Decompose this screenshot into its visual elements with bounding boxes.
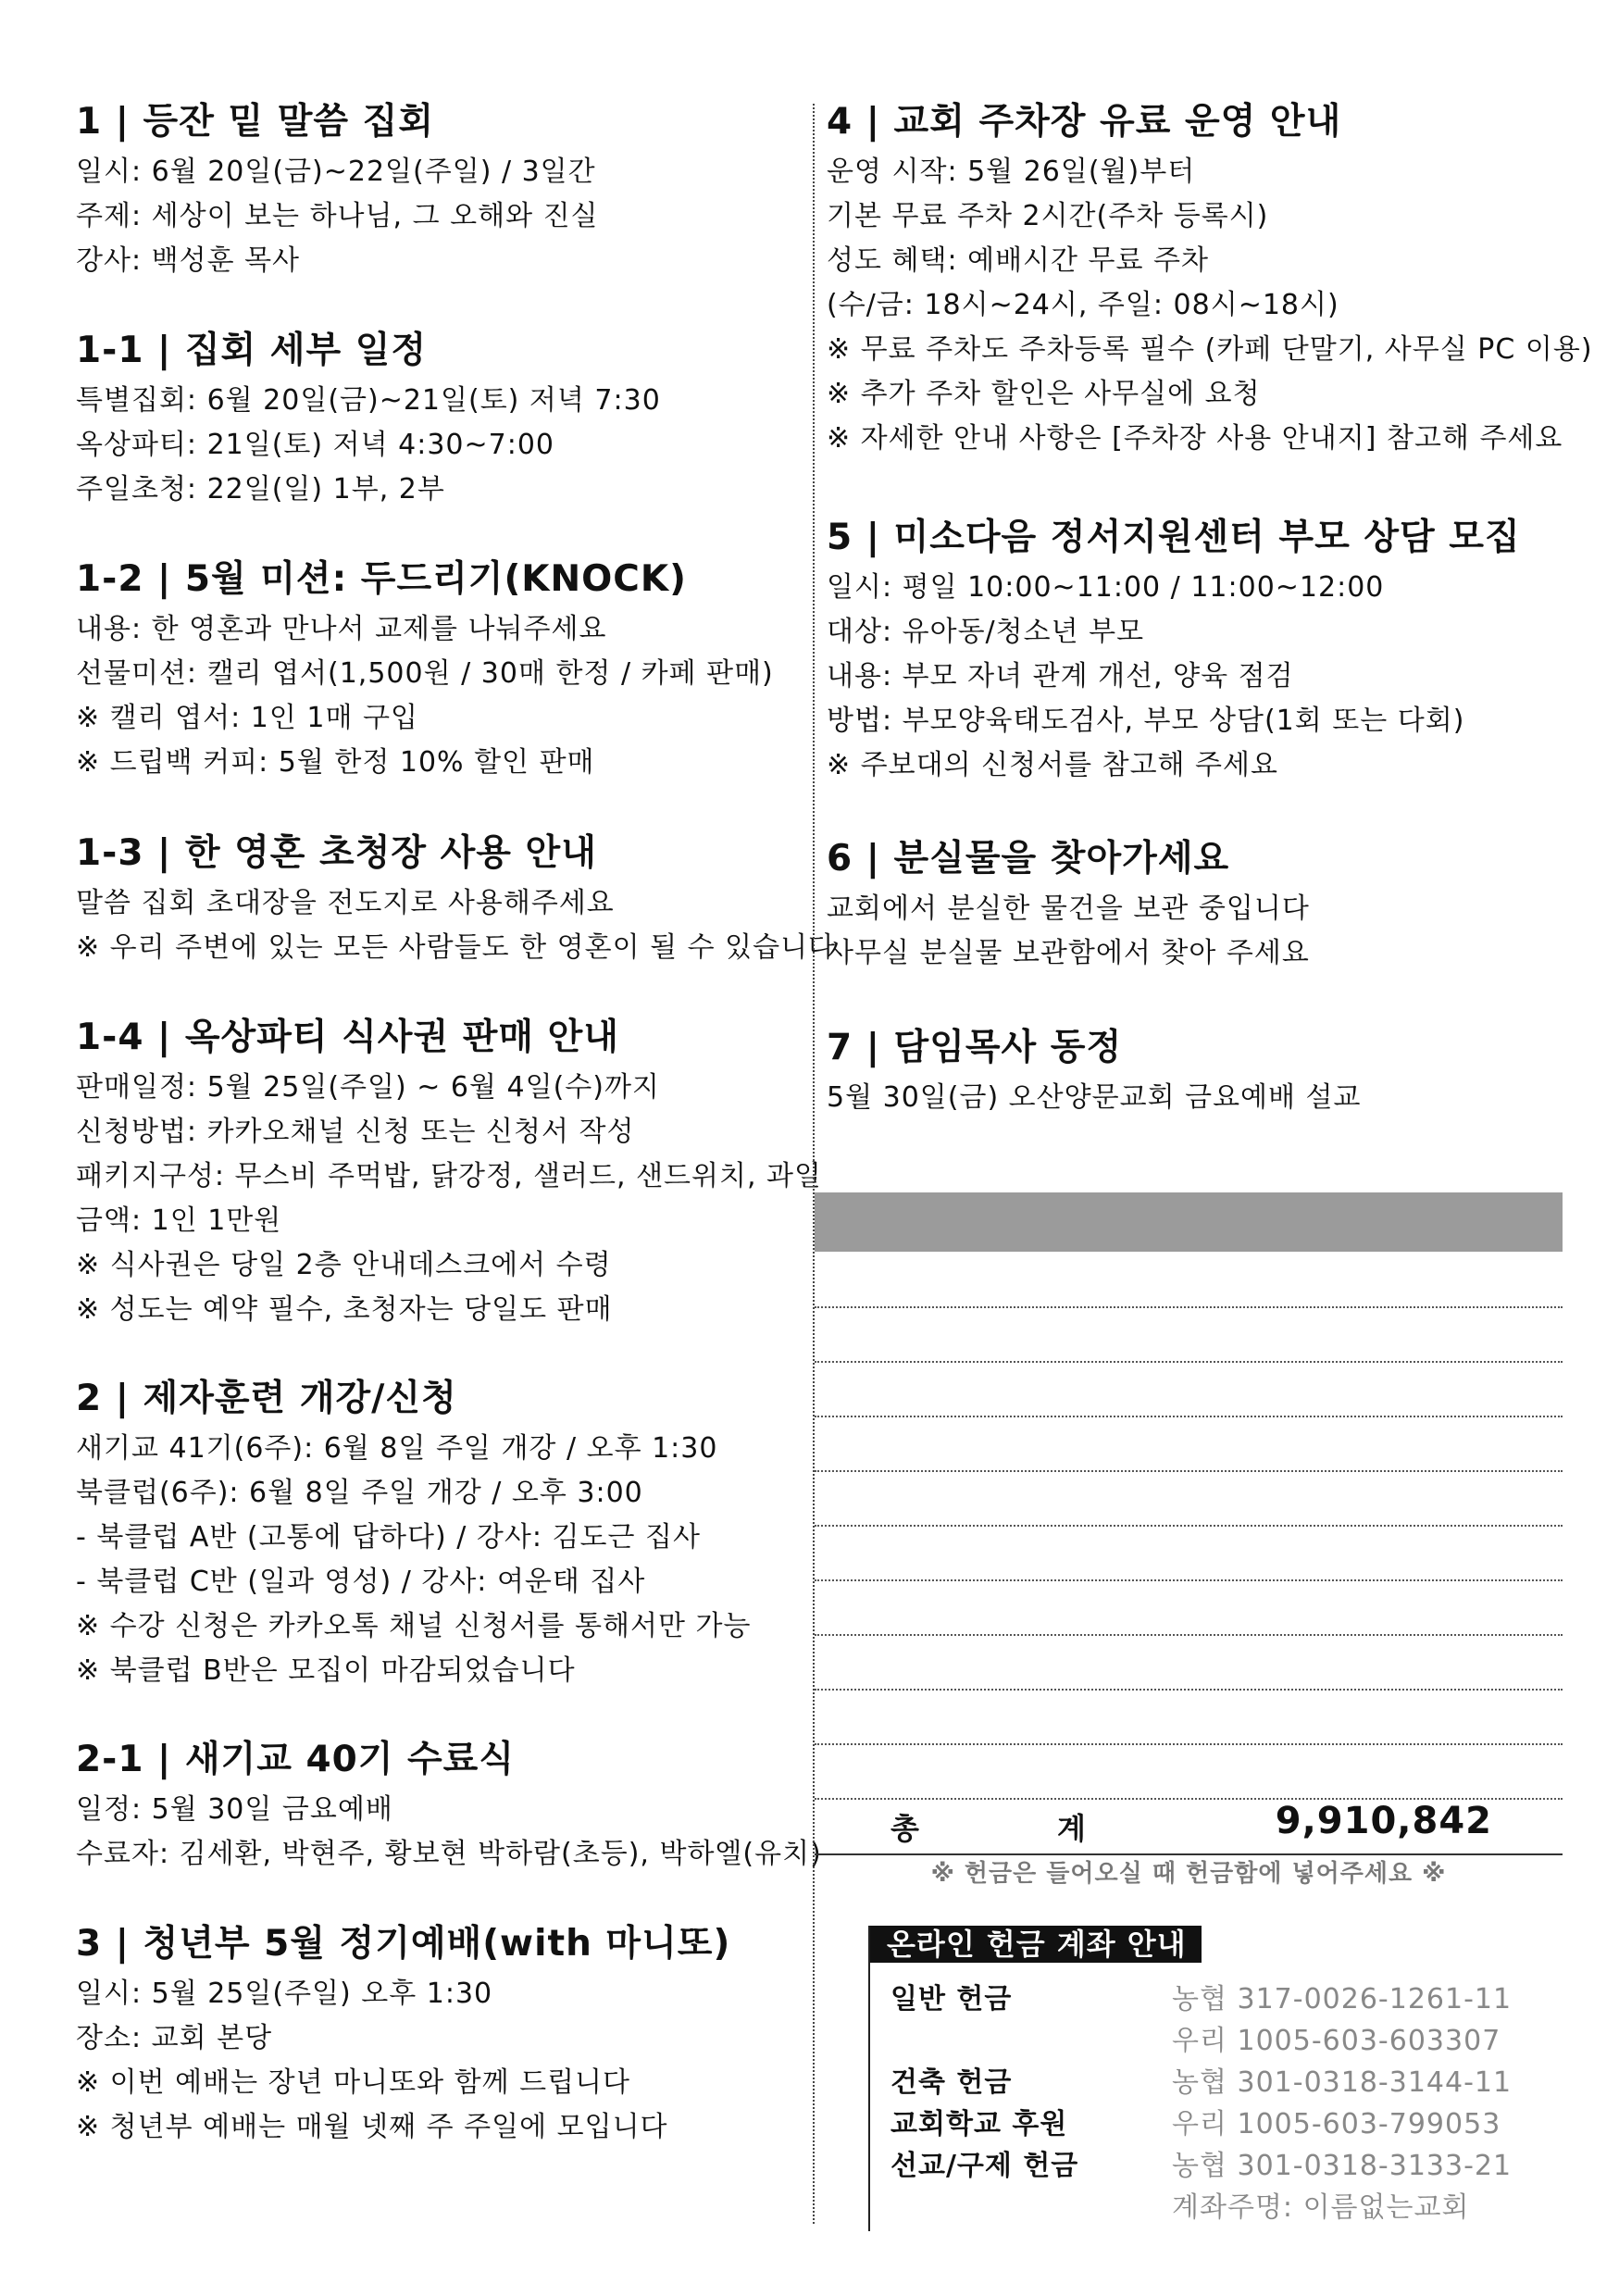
section-line: 패키지구성: 무스비 주먹밥, 닭강정, 샐러드, 샌드위치, 과일 <box>76 1160 823 1192</box>
section-line: 옥상파티: 21일(토) 저녁 4:30~7:00 <box>76 429 555 461</box>
section-title: 5 | 미소다음 정서지원센터 부모 상담 모집 <box>827 517 1521 558</box>
section-line: ※ 무료 주차도 주차등록 필수 (카페 단말기, 사무실 PC 이용) <box>827 333 1593 366</box>
section-line: 5월 30일(금) 오산양문교회 금요예배 설교 <box>827 1081 1362 1114</box>
section-line: 신청방법: 카카오채널 신청 또는 신청서 작성 <box>76 1116 635 1148</box>
section-line: ※ 드립백 커피: 5월 한정 10% 할인 판매 <box>76 746 595 779</box>
section-line: ※ 청년부 예배는 매월 넷째 주 주일에 모입니다 <box>76 2111 668 2143</box>
offering-row-line <box>815 1579 1563 1581</box>
section-2-1 <box>76 1738 822 1877</box>
account-number: 우리 1005-603-603307 <box>1172 2025 1501 2057</box>
section-title: 2 | 제자훈련 개강/신청 <box>76 1378 457 1419</box>
section-line: 내용: 부모 자녀 관계 개선, 양육 점검 <box>827 660 1294 693</box>
online-offering-title: 온라인 헌금 계좌 안내 <box>870 1926 1202 1963</box>
section-line: 강사: 백성훈 목사 <box>76 244 301 277</box>
section-line: 기본 무료 주차 2시간(주차 등록시) <box>827 200 1269 232</box>
section-line: 말씀 집회 초대장을 전도지로 사용해주세요 <box>76 887 615 919</box>
account-number: 농협 301-0318-3133-21 <box>1172 2150 1513 2182</box>
section-line: - 북클럽 C반 (일과 영성) / 강사: 여운태 집사 <box>76 1566 646 1598</box>
section-title: 4 | 교회 주차장 유료 운영 안내 <box>827 101 1342 143</box>
account-label: 건축 헌금 <box>890 2066 1013 2099</box>
account-label: 교회학교 후원 <box>890 2108 1068 2140</box>
section-line: 내용: 한 영혼과 만나서 교제를 나눠주세요 <box>76 613 607 645</box>
section-line: 교회에서 분실한 물건을 보관 중입니다 <box>827 892 1310 925</box>
section-line: 방법: 부모양육태도검사, 부모 상담(1회 또는 다회) <box>827 705 1465 737</box>
section-1-3 <box>76 831 837 970</box>
total-value: 9,910,842 <box>1275 1800 1492 1842</box>
section-line: 북클럽(6주): 6월 8일 주일 개강 / 오후 3:00 <box>76 1477 643 1509</box>
total-label: 계 <box>1057 1811 1086 1846</box>
section-1-2 <box>76 557 807 785</box>
section-line: ※ 수강 신청은 카카오톡 채널 신청서를 통해서만 가능 <box>76 1610 752 1642</box>
section-line: 수료자: 김세환, 박현주, 황보현 박하람(초등), 박하엘(유치) <box>76 1838 822 1870</box>
section-line: ※ 북클럽 B반은 모집이 마감되었습니다 <box>76 1654 576 1687</box>
section-line: 일시: 평일 10:00~11:00 / 11:00~12:00 <box>827 571 1385 604</box>
section-line: (수/금: 18시~24시, 주일: 08시~18시) <box>827 289 1339 321</box>
section-line: ※ 우리 주변에 있는 모든 사람들도 한 영혼이 될 수 있습니다 <box>76 931 837 964</box>
section-line: - 북클럽 A반 (고통에 답하다) / 강사: 김도근 집사 <box>76 1521 701 1554</box>
section-line: 선물미션: 캘리 엽서(1,500원 / 30매 한정 / 카페 판매) <box>76 657 774 690</box>
section-line: 주제: 세상이 보는 하나님, 그 오해와 진실 <box>76 200 599 232</box>
section-line: 판매일정: 5월 25일(주일) ~ 6월 4일(수)까지 <box>76 1071 660 1104</box>
offering-total-row <box>815 1800 1563 1855</box>
section-line: ※ 추가 주차 할인은 사무실에 요청 <box>827 378 1261 410</box>
online-offering-box <box>868 1926 1518 2231</box>
section-line: ※ 자세한 안내 사항은 [주차장 사용 안내지] 참고해 주세요 <box>827 422 1563 455</box>
section-6 <box>827 837 1567 976</box>
section-title: 1-4 | 옥상파티 식사권 판매 안내 <box>76 1017 620 1058</box>
section-1-4 <box>76 1016 823 1332</box>
account-number: 농협 301-0318-3144-11 <box>1172 2066 1513 2099</box>
section-title: 3 | 청년부 5월 정기예배(with 마니또) <box>76 1923 731 1965</box>
offering-row-line <box>815 1634 1563 1636</box>
offering-row-line <box>815 1689 1563 1691</box>
offering-note: ※ 헌금은 들어오실 때 헌금함에 넣어주세요 ※ <box>930 1860 1447 1888</box>
section-line: ※ 성도는 예약 필수, 초청자는 당일도 판매 <box>76 1293 613 1326</box>
offering-row-line <box>815 1416 1563 1417</box>
column-divider <box>813 104 815 2224</box>
section-line: 주일초청: 22일(일) 1부, 2부 <box>76 473 445 505</box>
section-title: 1-2 | 5월 미션: 두드리기(KNOCK) <box>76 558 687 600</box>
account-owner: 계좌주명: 이름없는교회 <box>1172 2191 1470 2224</box>
section-title: 6 | 분실물을 찾아가세요 <box>827 838 1230 880</box>
section-3 <box>76 1922 807 2150</box>
section-line: 대상: 유아동/청소년 부모 <box>827 616 1145 648</box>
offering-row-line <box>815 1470 1563 1472</box>
section-2 <box>76 1377 807 1693</box>
section-line: 장소: 교회 본당 <box>76 2022 273 2054</box>
section-line: ※ 주보대의 신청서를 참고해 주세요 <box>827 749 1279 781</box>
section-title: 1 | 등잔 밑 말씀 집회 <box>76 101 434 143</box>
section-line: ※ 이번 예배는 장년 마니또와 함께 드립니다 <box>76 2066 631 2099</box>
section-title: 2-1 | 새기교 40기 수료식 <box>76 1739 516 1780</box>
section-line: 일정: 5월 30일 금요예배 <box>76 1793 393 1826</box>
section-line: 사무실 분실물 보관함에서 찾아 주세요 <box>827 937 1310 969</box>
offering-row-line <box>815 1743 1563 1745</box>
offering-header-bar <box>815 1192 1563 1252</box>
offering-row-line <box>815 1361 1563 1363</box>
account-number: 우리 1005-603-799053 <box>1172 2108 1501 2140</box>
section-4 <box>827 100 1593 461</box>
section-line: 일시: 6월 20일(금)~22일(주일) / 3일간 <box>76 156 596 188</box>
section-line: 새기교 41기(6주): 6월 8일 주일 개강 / 오후 1:30 <box>76 1432 718 1465</box>
account-label: 선교/구제 헌금 <box>890 2150 1079 2182</box>
section-title: 1-1 | 집회 세부 일정 <box>76 330 428 371</box>
section-line: 특별집회: 6월 20일(금)~21일(토) 저녁 7:30 <box>76 384 661 417</box>
total-label: 총 <box>890 1811 919 1846</box>
account-label: 일반 헌금 <box>890 1983 1013 2015</box>
section-1 <box>76 100 807 283</box>
section-line: 금액: 1인 1만원 <box>76 1204 282 1237</box>
section-1-1 <box>76 329 807 512</box>
section-title: 1-3 | 한 영혼 초청장 사용 안내 <box>76 832 597 874</box>
section-line: ※ 식사권은 당일 2층 안내데스크에서 수령 <box>76 1249 612 1281</box>
offering-row-line <box>815 1525 1563 1527</box>
account-number: 농협 317-0026-1261-11 <box>1172 1983 1513 2015</box>
section-title: 7 | 담임목사 동정 <box>827 1027 1123 1068</box>
section-line: 성도 혜택: 예배시간 무료 주차 <box>827 244 1210 277</box>
section-line: 운영 시작: 5월 26일(월)부터 <box>827 156 1196 188</box>
section-5 <box>827 516 1567 788</box>
offering-row-line <box>815 1306 1563 1308</box>
section-7 <box>827 1026 1567 1120</box>
section-line: 일시: 5월 25일(주일) 오후 1:30 <box>76 1978 493 2010</box>
section-line: ※ 캘리 엽서: 1인 1매 구입 <box>76 702 418 734</box>
